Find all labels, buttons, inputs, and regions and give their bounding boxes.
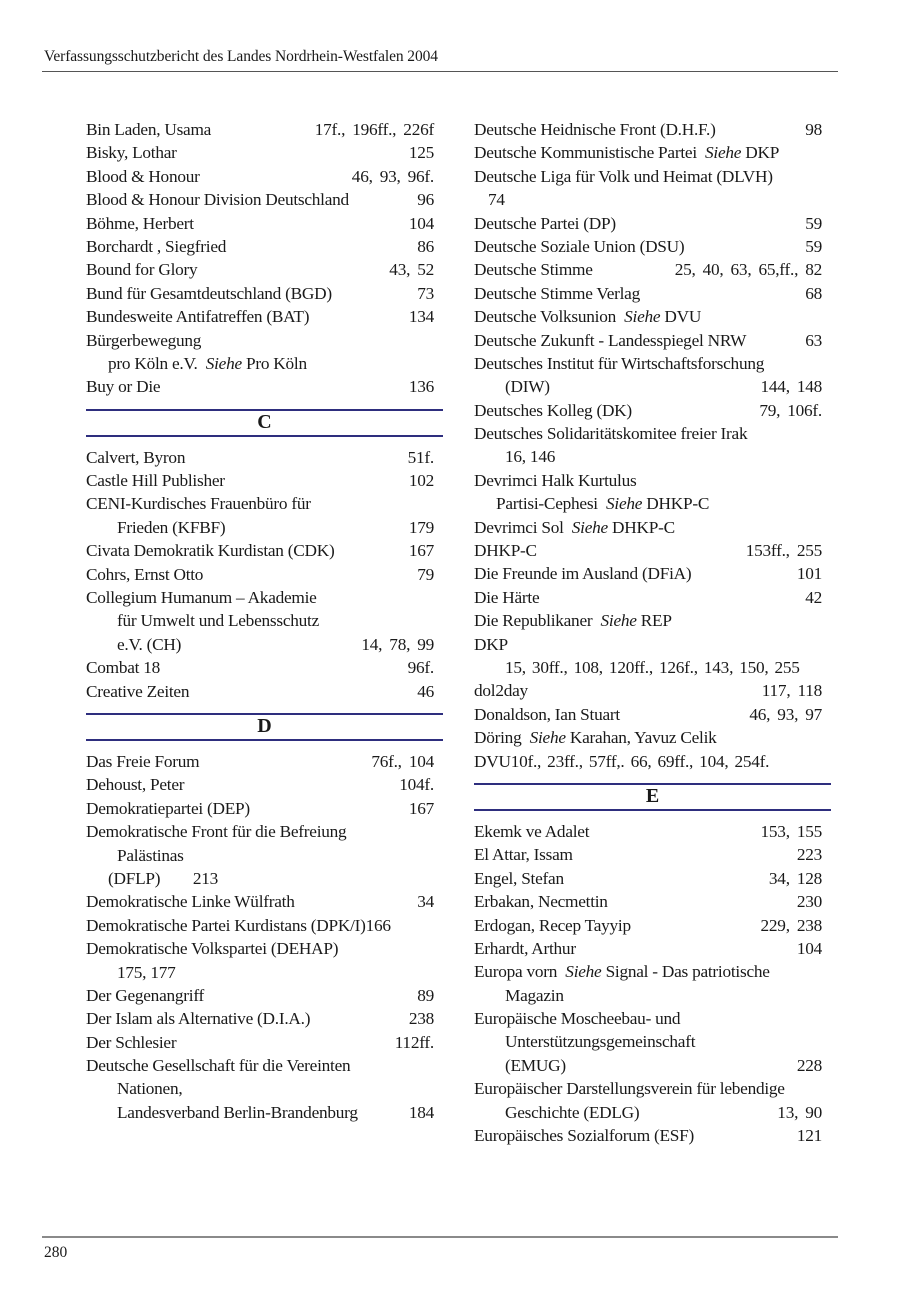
index-entry: Palästinas: [117, 845, 184, 865]
index-entry: Europäisches Sozialforum (ESF) 121: [474, 1126, 822, 1146]
index-entry: (EMUG) 228: [505, 1055, 822, 1075]
index-entry-cross-reference: Die Republikaner Siehe REP: [474, 611, 672, 631]
index-entry: Donaldson, Ian Stuart 46, 93, 97: [474, 704, 822, 724]
index-entry: Deutsche Stimme 25, 40, 63, 65,ff., 82: [474, 260, 822, 280]
section-letter: D: [257, 714, 272, 737]
index-entry-cross-reference: Döring Siehe Karahan, Yavuz Celik: [474, 728, 717, 748]
index-entry: Collegium Humanum – Akademie: [86, 588, 317, 608]
running-header-title: Verfassungsschutzbericht des Landes Nordrhein-Westfalen 2004: [44, 48, 438, 65]
index-entry: dol2day 117, 118: [474, 681, 822, 701]
index-entry: Creative Zeiten 46: [86, 681, 434, 701]
index-entry: e.V. (CH) 14, 78, 99: [117, 634, 434, 654]
index-entry: für Umwelt und Lebensschutz: [117, 611, 320, 631]
index-entry: Unterstützungsgemeinschaft: [505, 1032, 696, 1052]
section-letter: E: [645, 784, 660, 807]
siehe-label: Siehe: [571, 517, 608, 537]
section-letter: C: [257, 410, 272, 433]
index-entry: Demokratische Front für die Befreiung: [86, 822, 347, 842]
index-entry: Demokratische Partei Kurdistans (DPK/I)166: [86, 915, 391, 935]
index-entry: Das Freie Forum 76f., 104: [86, 751, 434, 771]
index-entry-cross-reference: Deutsche Volksunion Siehe DVU: [474, 307, 702, 327]
siehe-label: Siehe: [624, 307, 661, 327]
index-entry: Deutsche Stimme Verlag 68: [474, 283, 822, 303]
index-entry: Deutsches Institut für Wirtschaftsforschung: [474, 353, 765, 373]
index-entry: Ekemk ve Adalet 153, 155: [474, 821, 822, 841]
index-entry: Bürgerbewegung: [86, 330, 202, 350]
index-column-right: [474, 118, 822, 1147]
index-entry: Der Islam als Alternative (D.I.A.) 238: [86, 1009, 434, 1029]
siehe-label: Siehe: [565, 962, 602, 982]
index-entry: Deutsches Kolleg (DK) 79, 106f.: [474, 400, 822, 420]
index-entry: (DIW) 144, 148: [505, 377, 822, 397]
index-entry: 175, 177: [117, 962, 176, 982]
index-entry: Die Freunde im Ausland (DFiA) 101: [474, 564, 822, 584]
footer-rule: [42, 1236, 838, 1238]
index-entry: Civata Demokratik Kurdistan (CDK) 167: [86, 541, 434, 561]
index-entry: Der Gegenangriff 89: [86, 985, 434, 1005]
index-entry: Geschichte (EDLG) 13, 90: [505, 1102, 822, 1122]
index-entry-cross-reference: Devrimci Sol Siehe DHKP-C: [474, 517, 675, 537]
index-entry: Böhme, Herbert 104: [86, 213, 434, 233]
siehe-label: Siehe: [600, 611, 637, 631]
index-entry: Buy or Die 136: [86, 377, 434, 397]
index-entry: Calvert, Byron 51f.: [86, 447, 434, 467]
index-entry: DKP: [474, 634, 508, 654]
index-entry: Dehoust, Peter 104f.: [86, 775, 434, 795]
index-entry: Deutsche Soziale Union (DSU) 59: [474, 236, 822, 256]
index-entry: DHKP-C 153ff., 255: [474, 541, 822, 561]
divider-rule: [86, 435, 443, 437]
index-entry: Cohrs, Ernst Otto 79: [86, 564, 434, 584]
index-entry: Erbakan, Necmettin 230: [474, 892, 822, 912]
index-entry: Frieden (KFBF) 179: [117, 517, 434, 537]
divider-rule: [474, 809, 831, 811]
index-entry: Bound for Glory 43, 52: [86, 260, 434, 280]
index-entry: Nationen,: [117, 1079, 183, 1099]
header-rule: [42, 71, 838, 72]
index-entry: 74: [488, 190, 505, 210]
index-entry: Blood & Honour 46, 93, 96f.: [86, 166, 434, 186]
index-entry: Erhardt, Arthur 104: [474, 938, 822, 958]
index-entry: Engel, Stefan 34, 128: [474, 868, 822, 888]
index-entry: Borchardt , Siegfried 86: [86, 236, 434, 256]
index-entry: DVU10f., 23ff., 57ff,. 66, 69ff., 104, 254f.: [474, 751, 770, 771]
index-entry: Deutsche Liga für Volk und Heimat (DLVH): [474, 166, 773, 186]
index-entry: Landesverband Berlin-Brandenburg 184: [117, 1102, 434, 1122]
index-entry: Europäischer Darstellungsverein für lebendige: [474, 1079, 785, 1099]
index-entry: Der Schlesier 112ff.: [86, 1032, 434, 1052]
index-column-left: [86, 118, 434, 1124]
index-entry: Deutsches Solidaritätskomitee freier Irak: [474, 424, 748, 444]
section-letter-e: [474, 773, 822, 820]
index-entry: Castle Hill Publisher 102: [86, 471, 434, 491]
index-entry: Bisky, Lothar 125: [86, 143, 434, 163]
index-entry: Demokratische Linke Wülfrath 34: [86, 892, 434, 912]
index-entry: Deutsche Zukunft - Landesspiegel NRW 63: [474, 330, 822, 350]
section-letter-c: [86, 399, 434, 446]
siehe-label: Siehe: [606, 494, 643, 514]
index-entry: Erdogan, Recep Tayyip 229, 238: [474, 915, 822, 935]
siehe-label: Siehe: [529, 728, 566, 748]
index-entry: Demokratiepartei (DEP) 167: [86, 798, 434, 818]
index-entry: 16, 146: [505, 447, 556, 467]
index-entry: Bin Laden, Usama 17f., 196ff., 226f: [86, 120, 434, 139]
index-entry-cross-reference: pro Köln e.V. Siehe Pro Köln: [108, 353, 307, 373]
index-entry-cross-reference: Europa vorn Siehe Signal - Das patriotische: [474, 962, 770, 982]
index-entry: 15, 30ff., 108, 120ff., 126f., 143, 150, 255: [505, 657, 800, 677]
index-entry: Combat 18 96f.: [86, 658, 434, 678]
index-entry: Devrimci Halk Kurtulus: [474, 470, 637, 490]
siehe-label: Siehe: [705, 143, 742, 163]
index-entry-cross-reference: Partisi-Cephesi Siehe DHKP-C: [496, 494, 710, 514]
index-entry-cross-reference: Deutsche Kommunistische Partei Siehe DKP: [474, 143, 780, 163]
index-entry: Blood & Honour Division Deutschland 96: [86, 190, 434, 210]
index-entry: Bund für Gesamtdeutschland (BGD) 73: [86, 283, 434, 303]
index-entry: El Attar, Issam 223: [474, 845, 822, 865]
divider-rule: [86, 739, 443, 741]
index-entry: Deutsche Gesellschaft für die Vereinten: [86, 1056, 351, 1076]
siehe-label: Siehe: [205, 353, 242, 373]
page-number: 280: [44, 1244, 68, 1261]
index-entry: Europäische Moscheebau- und: [474, 1009, 681, 1029]
index-entry: Bundesweite Antifatreffen (BAT) 134: [86, 307, 434, 327]
index-entry: CENI-Kurdisches Frauenbüro für: [86, 494, 311, 514]
index-entry: Demokratische Volkspartei (DEHAP): [86, 939, 339, 959]
index-entry: Die Härte 42: [474, 587, 822, 607]
index-entry: Deutsche Partei (DP) 59: [474, 213, 822, 233]
index-entry: (DFLP) 213: [108, 868, 219, 888]
section-letter-d: [86, 703, 434, 750]
index-entry: Magazin: [505, 985, 564, 1005]
index-entry: Deutsche Heidnische Front (D.H.F.) 98: [474, 120, 822, 139]
